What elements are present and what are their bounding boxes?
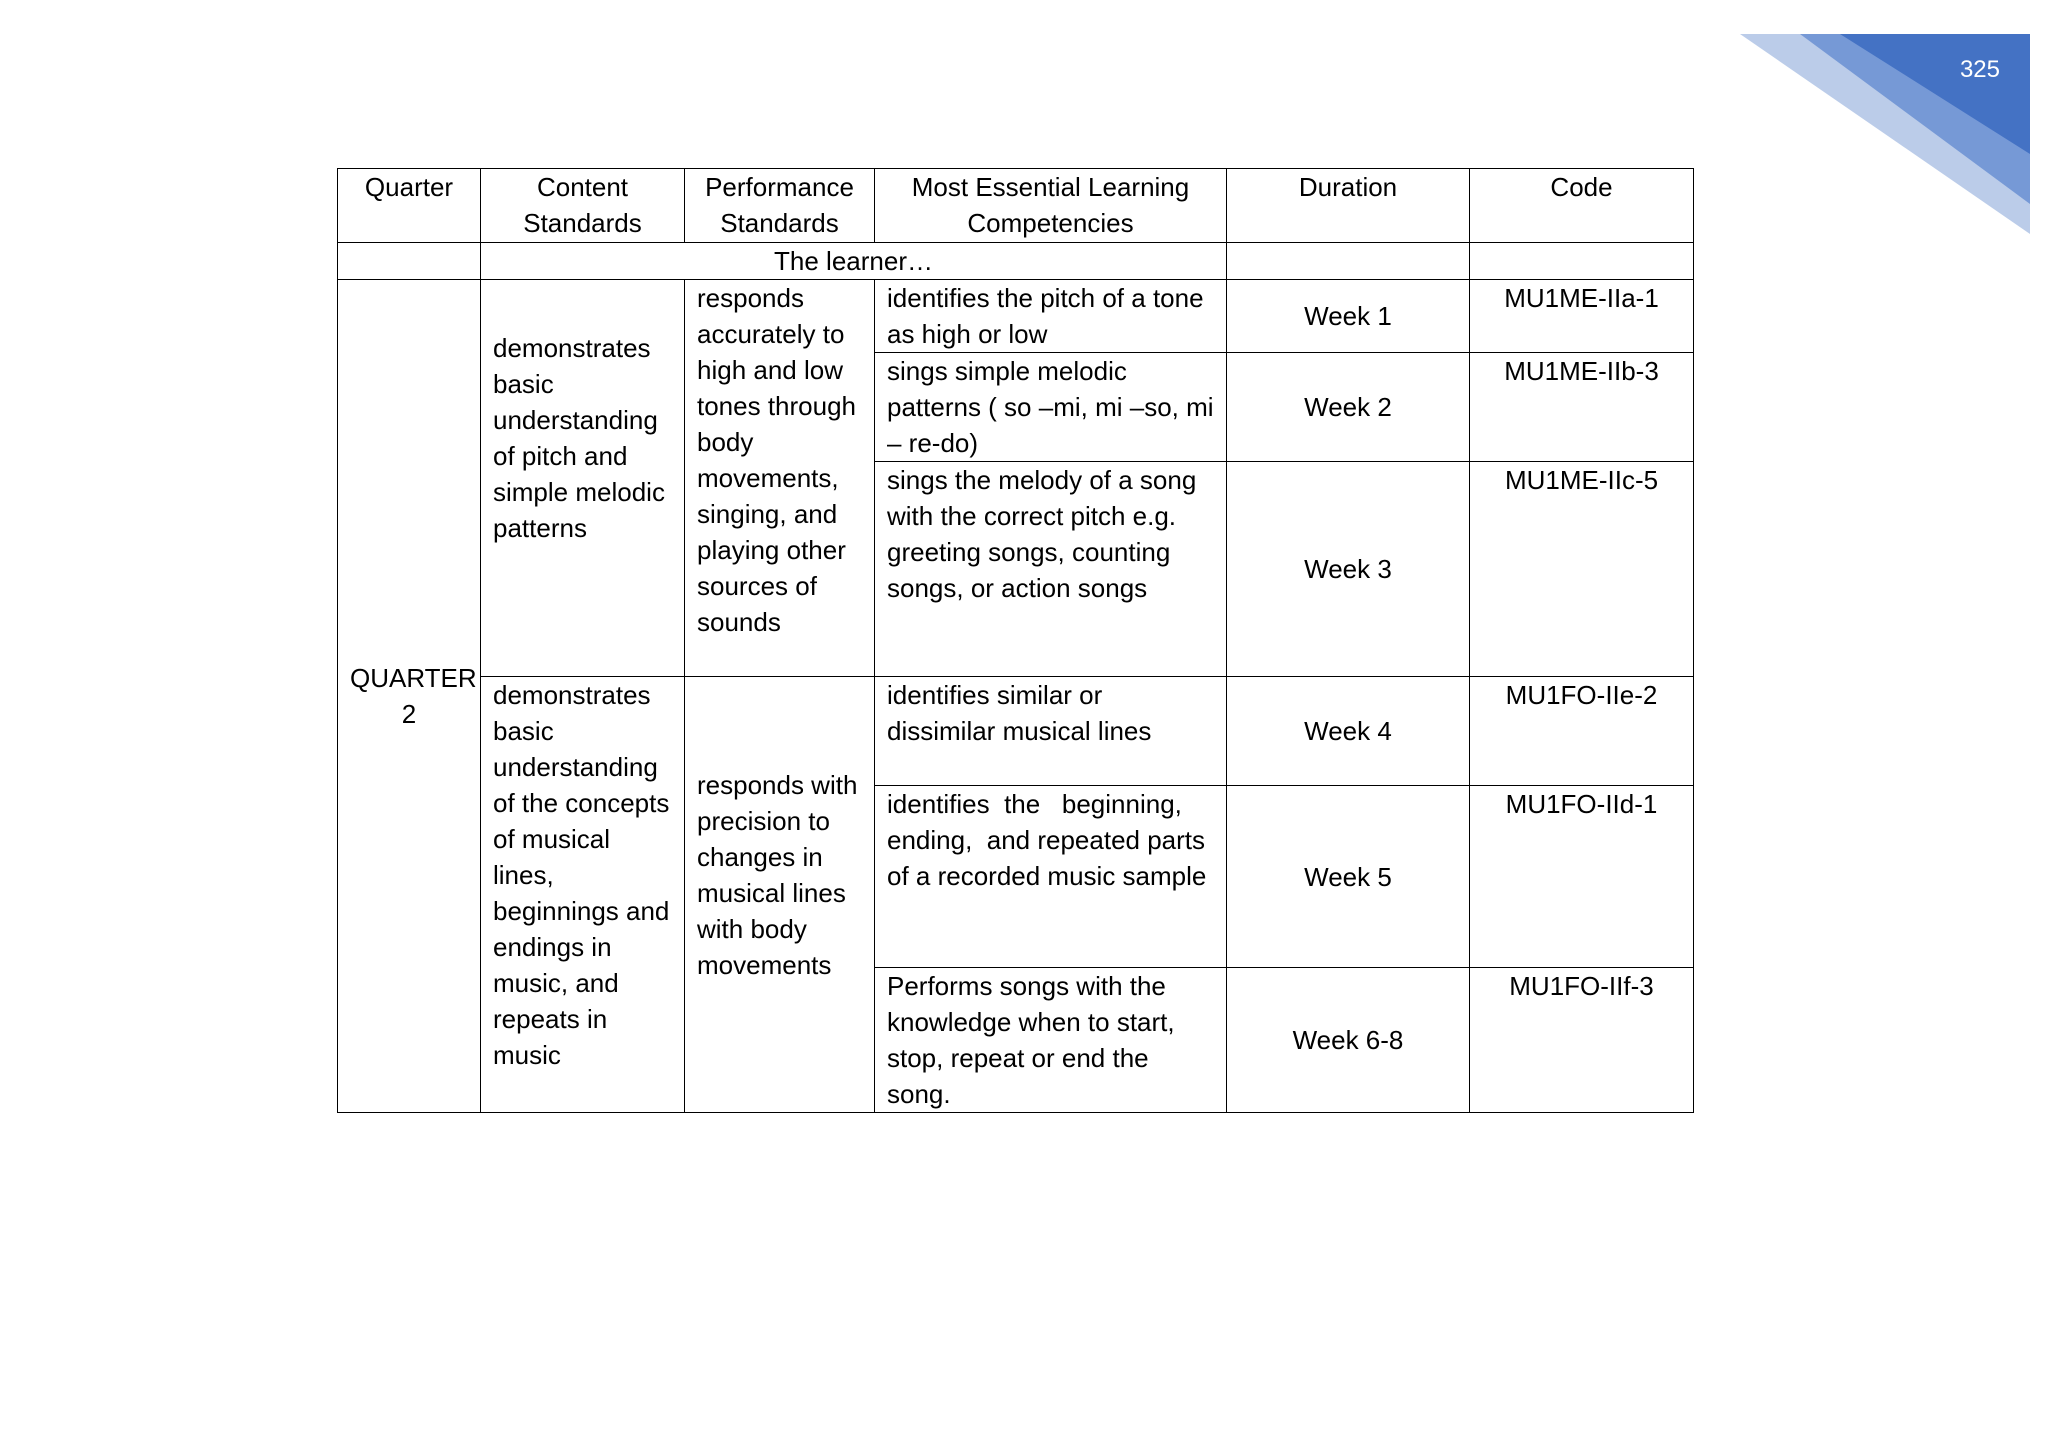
header-content-standards-line2: Standards [523, 208, 642, 238]
header-code: Code [1470, 169, 1694, 243]
duration-cell: Week 4 [1227, 677, 1470, 786]
header-performance-standards-line2: Standards [720, 208, 839, 238]
header-melc-line1: Most Essential Learning [911, 172, 1190, 202]
learner-row-text: The learner… [481, 243, 1227, 280]
header-content-standards-line1: Content [536, 172, 629, 202]
duration-cell: Week 3 [1227, 462, 1470, 677]
code-cell: MU1FO-IIe-2 [1470, 677, 1694, 786]
table-row [338, 280, 1694, 353]
header-duration: Duration [1227, 169, 1470, 243]
header-row [338, 169, 1694, 243]
performance-standard-cell: responds accurately to high and low tones through body movements, singing, and playing other sources of sounds [685, 280, 875, 677]
content-standard-cell: demonstrates basic understanding of pitch and simple melodic patterns [481, 280, 685, 677]
header-performance-standards [685, 169, 875, 243]
learner-row [338, 243, 1694, 280]
competency-cell: identifies the pitch of a tone as high or low [875, 280, 1227, 353]
header-performance-standards-line1: Performance [705, 172, 854, 202]
performance-standard-cell: responds with precision to changes in musical lines with body movements [685, 677, 875, 1113]
code-cell: MU1FO-IId-1 [1470, 786, 1694, 968]
learner-row-empty-cell [1227, 243, 1470, 280]
header-melc [875, 169, 1227, 243]
header-content-standards [481, 169, 685, 243]
header-quarter: Quarter [338, 169, 481, 243]
competency-cell: identifies similar or dissimilar musical lines [875, 677, 1227, 786]
duration-cell: Week 6-8 [1227, 968, 1470, 1113]
page-number: 325 [1959, 56, 2000, 83]
competency-cell: sings the melody of a song with the correct pitch e.g. greeting songs, counting songs, or action songs [875, 462, 1227, 677]
quarter-label-line1: QUARTER [350, 663, 477, 693]
duration-cell: Week 2 [1227, 353, 1470, 462]
table-row [338, 677, 1694, 786]
code-cell: MU1ME-IIb-3 [1470, 353, 1694, 462]
duration-cell: Week 5 [1227, 786, 1470, 968]
competency-cell: Performs songs with the knowledge when to start, stop, repeat or end the song. [875, 968, 1227, 1113]
content-standard-cell: demonstrates basic understanding of the concepts of musical lines, beginnings and endings in music, and repeats in music [481, 677, 685, 1113]
curriculum-table [337, 168, 1694, 1113]
learner-row-empty-cell [1470, 243, 1694, 280]
quarter-label-line2: 2 [401, 699, 417, 729]
code-cell: MU1ME-IIa-1 [1470, 280, 1694, 353]
duration-cell: Week 1 [1227, 280, 1470, 353]
code-cell: MU1FO-IIf-3 [1470, 968, 1694, 1113]
competency-cell: sings simple melodic patterns ( so –mi, mi –so, mi – re-do) [875, 353, 1227, 462]
header-melc-line2: Competencies [967, 208, 1134, 238]
competency-cell: identifies the beginning, ending, and repeated parts of a recorded music sample [875, 786, 1227, 968]
learner-row-empty-cell [338, 243, 481, 280]
code-cell: MU1ME-IIc-5 [1470, 462, 1694, 677]
quarter-cell [338, 280, 481, 1113]
